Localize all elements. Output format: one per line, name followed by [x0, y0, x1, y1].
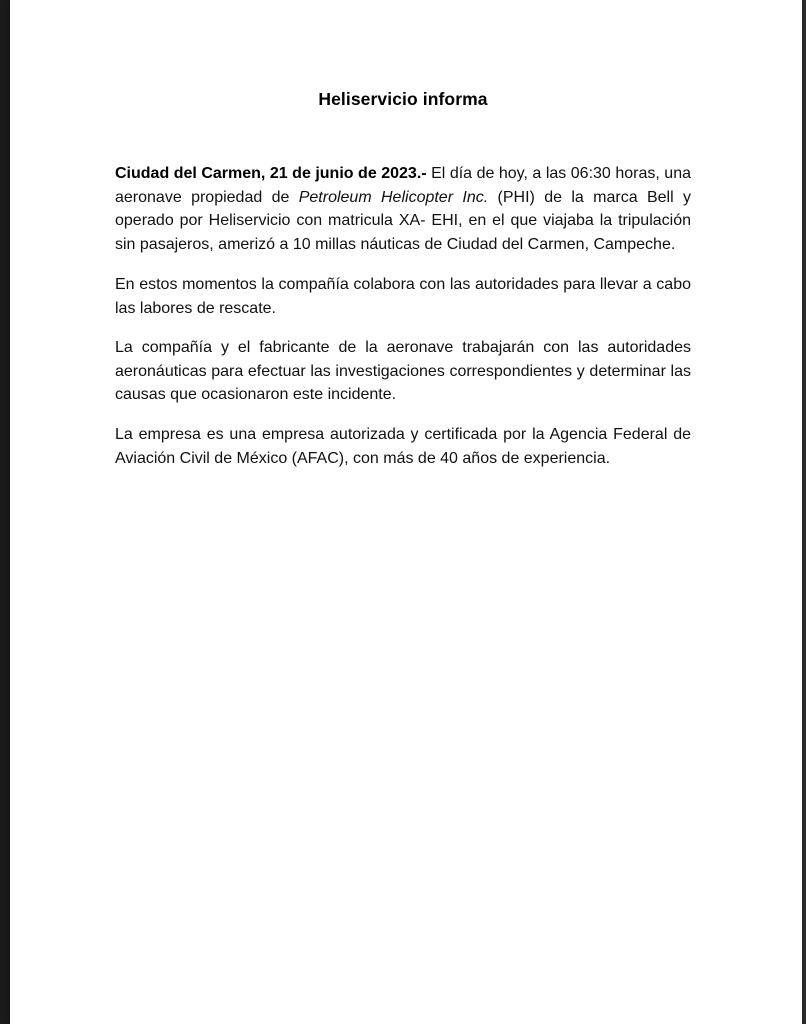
document-page [10, 0, 802, 1024]
dateline: Ciudad del Carmen, 21 de junio de 2023.- [115, 165, 427, 182]
paragraph-4: La empresa es una empresa autorizada y certificada por la Agencia Federal de Aviación Civil de México (AFAC), con más de 40 años de experiencia. [115, 426, 691, 467]
page-edge-shadow [802, 0, 806, 1024]
paragraph-3: La compañía y el fabricante de la aeronave trabajarán con las autoridades aeronáuticas para efectuar las investigaciones correspondientes y determinar las causas que ocasionaron este incidente. [115, 339, 691, 403]
paragraph-1-text-before: El día de hoy, a las 06:30 horas, una aeronave propiedad de [115, 165, 691, 206]
document-title: Heliservicio informa [318, 89, 488, 109]
paragraph-2: En estos momentos la compañía colabora con las autoridades para llevar a cabo las labores de rescate. [115, 276, 691, 317]
paragraph-1 [115, 162, 691, 256]
company-name-italic: Petroleum Helicopter Inc. [298, 188, 489, 206]
paragraph-1-text-after: (PHI) de la marca Bell y operado por Heliservicio con matricula XA- EHI, en el que viajaba la tripulación sin pasajeros, amerizó a 10 millas náuticas de Ciudad del Carmen, Campeche. [115, 188, 691, 253]
